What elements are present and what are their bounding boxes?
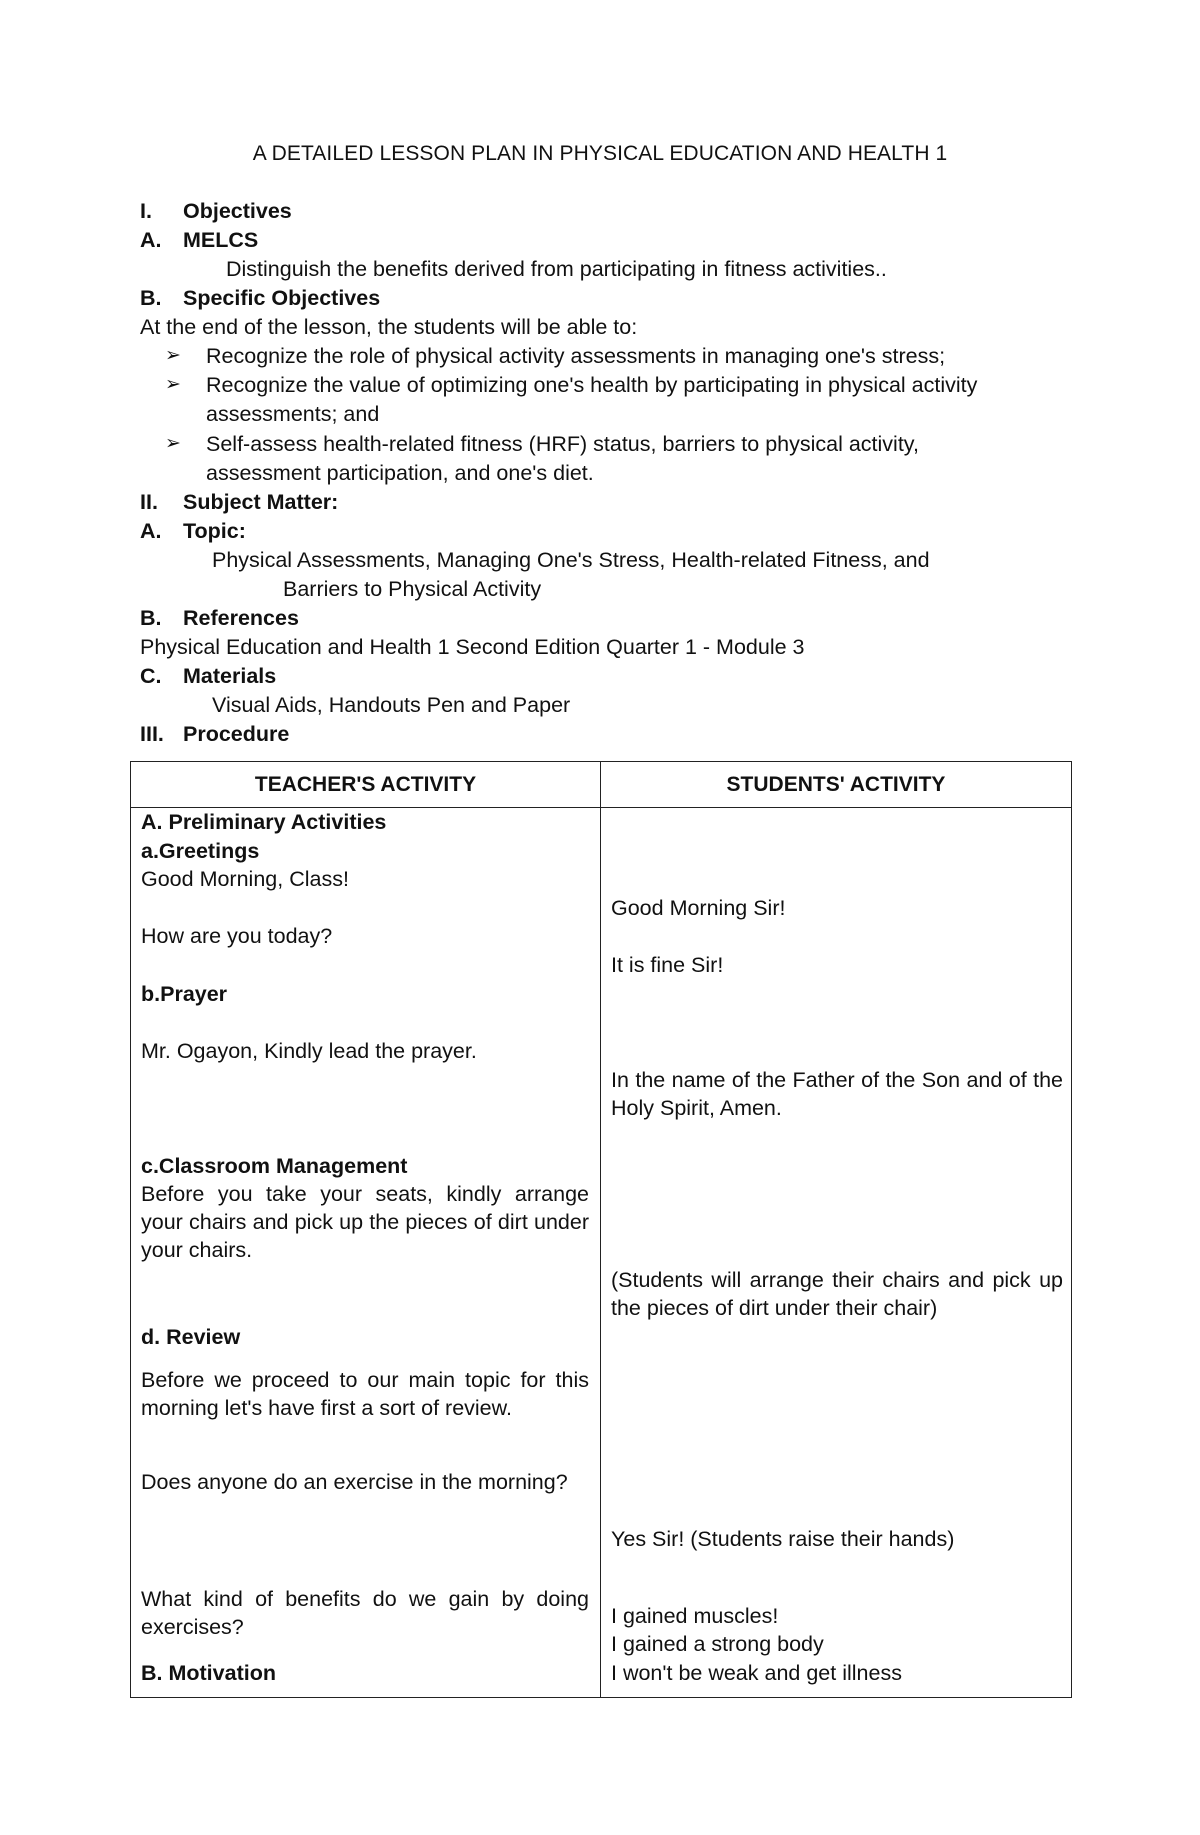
student-benefit-2: I gained a strong body — [611, 1632, 824, 1656]
classroom-management-text: Before you take your seats, kindly arrange your chairs and pick up the pieces of dirt under your chairs. — [141, 1182, 589, 1262]
review-question-exercise: Does anyone do an exercise in the morning? — [141, 1470, 568, 1494]
materials-text: Visual Aids, Handouts Pen and Paper — [212, 693, 571, 717]
references-text: Physical Education and Health 1 Second Edition Quarter 1 - Module 3 — [140, 635, 805, 659]
objective-3-line-2: assessment participation, and one's diet. — [206, 461, 594, 485]
subsection-melcs: A. MELCS — [140, 228, 259, 252]
student-prayer: In the name of the Father of the Son and of the Holy Spirit, Amen. — [611, 1068, 1063, 1120]
motivation-heading: B. Motivation — [141, 1661, 276, 1685]
arrowhead-bullet-icon: ➢ — [165, 374, 181, 395]
teacher-how-are-you: How are you today? — [141, 924, 333, 948]
subsection-materials: C. Materials — [140, 664, 277, 688]
student-greeting: Good Morning Sir! — [611, 896, 786, 920]
review-question-benefits: What kind of benefits do we gain by doing exercises? — [141, 1587, 589, 1639]
arrowhead-bullet-icon: ➢ — [165, 433, 181, 454]
student-benefit-3: I won't be weak and get illness — [611, 1661, 902, 1685]
teacher-prayer-request: Mr. Ogayon, Kindly lead the prayer. — [141, 1039, 477, 1063]
document-title: A DETAILED LESSON PLAN IN PHYSICAL EDUCATION AND HEALTH 1 — [252, 142, 948, 165]
objective-3-line-1: Self-assess health-related fitness (HRF) status, barriers to physical activity, — [206, 432, 919, 456]
preliminary-activities-heading: A. Preliminary Activities — [141, 810, 387, 834]
section-objectives: I. Objectives — [140, 199, 292, 223]
topic-line-1: Physical Assessments, Managing One's Stress, Health-related Fitness, and — [212, 548, 930, 572]
table-column-divider — [600, 762, 601, 1697]
arrowhead-bullet-icon: ➢ — [165, 345, 181, 366]
prayer-heading: b.Prayer — [141, 982, 228, 1006]
classroom-management-heading: c.Classroom Management — [141, 1154, 408, 1178]
header-teachers-activity: TEACHER'S ACTIVITY — [254, 773, 477, 796]
review-heading: d. Review — [141, 1325, 241, 1349]
objectives-intro: At the end of the lesson, the students will be able to: — [140, 315, 638, 339]
section-procedure: III. Procedure — [140, 722, 290, 746]
student-fine-reply: It is fine Sir! — [611, 953, 724, 977]
student-arrange-chairs: (Students will arrange their chairs and pick up the pieces of dirt under their chair) — [611, 1268, 1063, 1320]
topic-line-2: Barriers to Physical Activity — [283, 577, 542, 601]
melcs-text: Distinguish the benefits derived from participating in fitness activities.. — [226, 257, 887, 281]
student-benefit-1: I gained muscles! — [611, 1604, 779, 1628]
subsection-topic: A. Topic: — [140, 519, 246, 543]
subsection-references: B. References — [140, 606, 299, 630]
greetings-heading: a.Greetings — [141, 839, 260, 863]
section-subject-matter: II. Subject Matter: — [140, 490, 339, 514]
procedure-table — [130, 761, 1072, 1698]
student-yes-reply: Yes Sir! (Students raise their hands) — [611, 1527, 955, 1551]
subsection-specific-objectives: B. Specific Objectives — [140, 286, 381, 310]
objective-2-line-2: assessments; and — [206, 402, 380, 426]
objective-1: Recognize the role of physical activity assessments in managing one's stress; — [206, 344, 946, 368]
header-students-activity: STUDENTS' ACTIVITY — [726, 773, 946, 796]
teacher-greeting: Good Morning, Class! — [141, 867, 349, 891]
review-intro-text: Before we proceed to our main topic for this morning let's have first a sort of review. — [141, 1368, 589, 1420]
objective-2-line-1: Recognize the value of optimizing one's health by participating in physical activity — [206, 373, 978, 397]
